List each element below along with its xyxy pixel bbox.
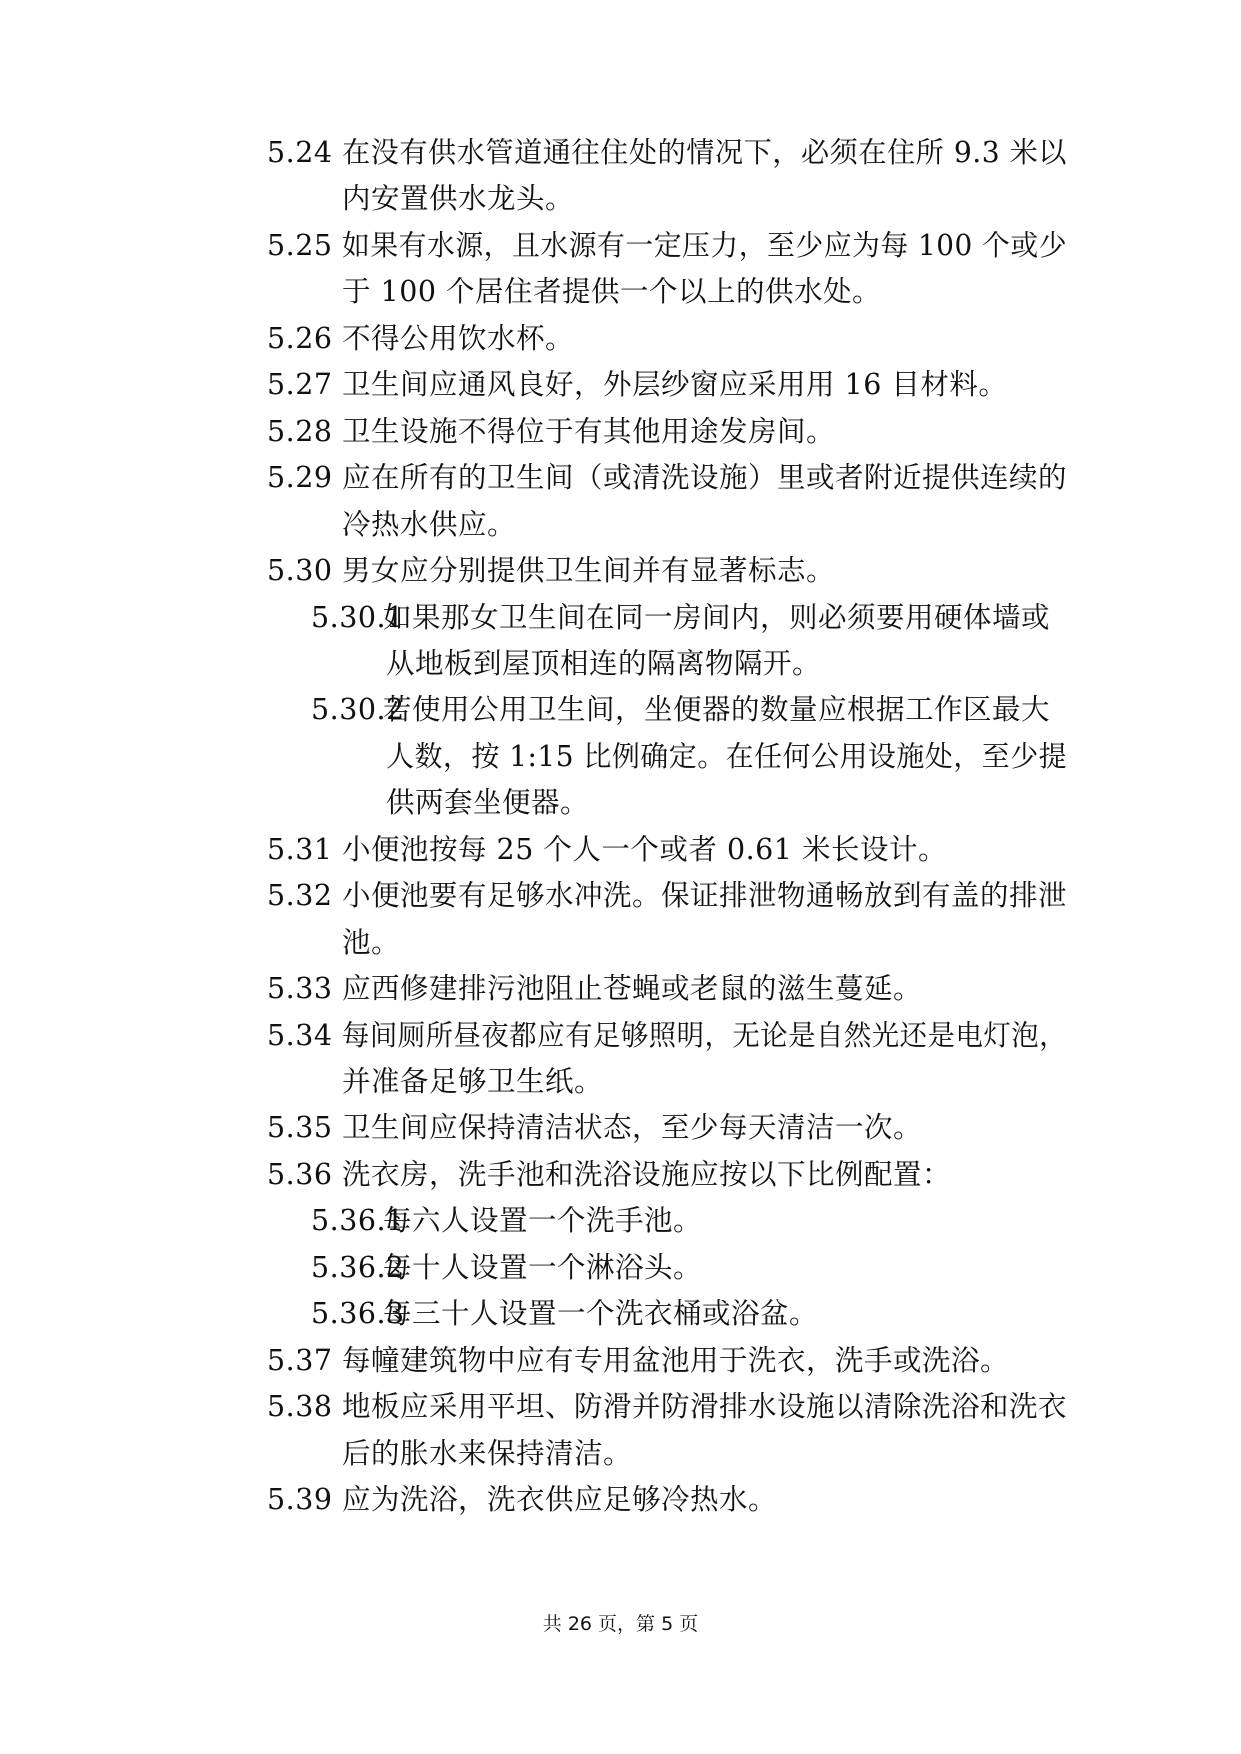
clause-text: 应在所有的卫生间（或清洗设施）里或者附近提供连续的	[342, 461, 1068, 495]
clause-text: 应西修建排污池阻止苍蝇或老鼠的滋生蔓延。	[342, 972, 923, 1006]
clause-text: 地板应采用平坦、防滑并防滑排水设施以清除洗浴和洗衣	[342, 1390, 1068, 1424]
clause-text: 若使用公用卫生间，坐便器的数量应根据工作区最大	[383, 693, 1051, 727]
clause-text: 男女应分别提供卫生间并有显著标志。	[342, 554, 836, 588]
clause-number: 5.36.3	[311, 1297, 405, 1331]
clause-text: 卫生设施不得位于有其他用途发房间。	[342, 414, 836, 448]
clause-text: 如果有水源，且水源有一定压力，至少应为每 100 个或少	[342, 228, 1068, 262]
clause-text: 冷热水供应。	[342, 507, 517, 541]
clause-number: 5.29	[267, 461, 333, 495]
clause-number: 5.30.1	[311, 600, 405, 634]
clause-text: 不得公用饮水杯。	[342, 321, 575, 355]
clause-number: 5.35	[267, 1111, 333, 1145]
clause-text: 如果那女卫生间在同一房间内，则必须要用硬体墙或	[383, 600, 1051, 634]
clause-number: 5.33	[267, 972, 333, 1006]
clause-number: 5.36.1	[311, 1204, 405, 1238]
clause-text: 每十人设置一个淋浴头。	[383, 1250, 703, 1284]
clause-number: 5.32	[267, 879, 333, 913]
clause-text: 卫生间应通风良好，外层纱窗应采用用 16 目材料。	[342, 368, 1008, 402]
clause-text: 每间厕所昼夜都应有足够照明，无论是自然光还是电灯泡，	[342, 1018, 1067, 1052]
clause-number: 5.34	[267, 1018, 333, 1052]
clause-text: 应为洗浴，洗衣供应足够冷热水。	[342, 1483, 778, 1517]
clause-text: 在没有供水管道通往住处的情况下，必须在住所 9.3 米以	[342, 136, 1067, 169]
clause-text: 每三十人设置一个洗衣桶或浴盆。	[383, 1297, 819, 1331]
clause-number: 5.28	[267, 414, 333, 448]
clause-text: 供两套坐便器。	[386, 786, 590, 820]
clause-text: 于 100 个居住者提供一个以上的供水处。	[342, 275, 882, 309]
clause-text: 洗衣房，洗手池和洗浴设施应按以下比例配置：	[342, 1157, 952, 1191]
clause-text: 卫生间应保持清洁状态，至少每天清洁一次。	[342, 1111, 923, 1145]
clause-number: 5.36.2	[311, 1250, 405, 1284]
clause-text: 后的胀水来保持清洁。	[342, 1436, 633, 1470]
clause-number: 5.38	[267, 1390, 333, 1424]
clause-text: 每六人设置一个洗手池。	[383, 1204, 703, 1238]
clause-number: 5.30	[267, 554, 333, 588]
clause-number: 5.31	[267, 832, 333, 866]
clause-number: 5.30.2	[311, 693, 405, 727]
clause-text: 并准备足够卫生纸。	[342, 1065, 604, 1098]
clause-number: 5.26	[267, 321, 333, 355]
clause-text: 内安置供水龙头。	[342, 182, 575, 216]
clause-text: 小便池要有足够水冲洗。保证排泄物通畅放到有盖的排泄	[342, 879, 1068, 913]
clause-number: 5.37	[267, 1343, 333, 1377]
clause-number: 5.24	[267, 136, 333, 169]
clause-number: 5.39	[267, 1483, 333, 1517]
clause-number: 5.27	[267, 368, 333, 402]
clause-number: 5.25	[267, 228, 333, 262]
clause-text: 人数，按 1:15 比例确定。在任何公用设施处，至少提	[386, 739, 1068, 773]
clause-text: 每幢建筑物中应有专用盆池用于洗衣，洗手或洗浴。	[342, 1343, 1010, 1377]
clause-text: 从地板到屋顶相连的隔离物隔开。	[386, 646, 822, 680]
clause-text: 池。	[342, 925, 401, 959]
clause-text: 小便池按每 25 个人一个或者 0.61 米长设计。	[342, 832, 947, 866]
page-footer: 共 26 页，第 5 页	[542, 1613, 699, 1635]
clause-number: 5.36	[267, 1157, 333, 1191]
